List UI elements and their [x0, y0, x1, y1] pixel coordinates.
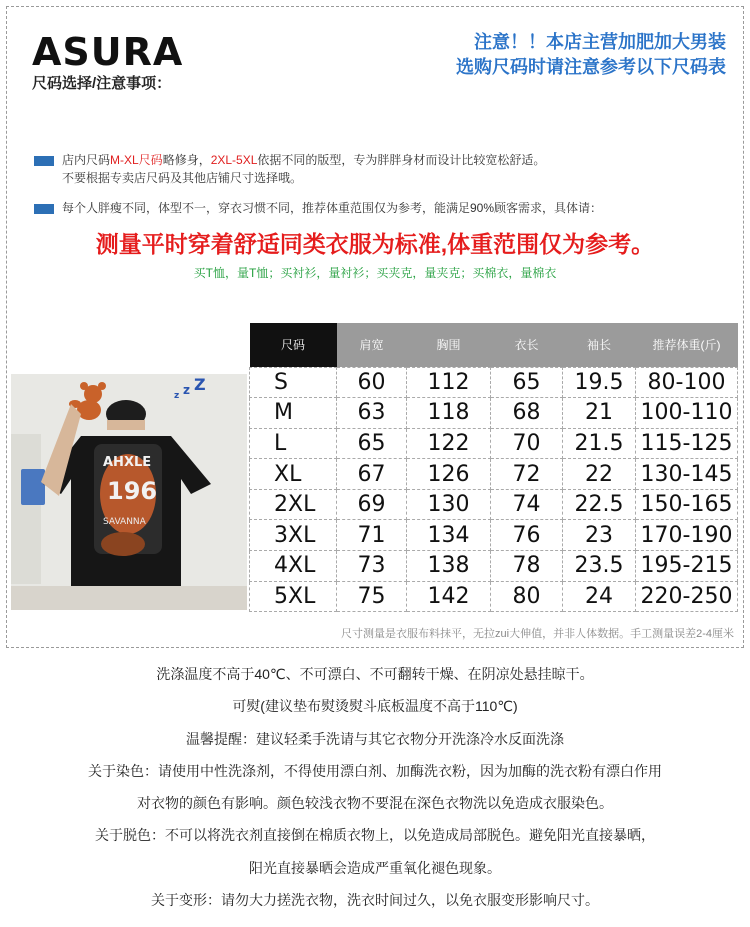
table-cell: 21.5 [563, 428, 636, 459]
table-cell: 142 [407, 581, 491, 612]
measurement-footnote: 尺寸测量是衣服布料抹平，无拉zui大伸值，并非人体数据。手工测量误差2-4厘米 [341, 628, 734, 640]
care-line: 关于脱色：不可以将洗衣剂直接倒在棉质衣物上，以免造成局部脱色。避免阳光直接暴晒， [95, 827, 655, 844]
page-subtitle: 尺码选择/注意事项： [32, 75, 172, 92]
table-cell: 23.5 [563, 551, 636, 582]
table-cell: 70 [491, 428, 563, 459]
size-chart-table [249, 323, 738, 612]
column-header: 推荐体重(斤) [636, 323, 738, 367]
note-text: 每个人胖瘦不同，体型不一，穿衣习惯不同，推荐体重范围仅为参考，能满足90%顾客需求，具体请： [62, 201, 603, 215]
measure-advice: 测量平时穿着舒适同类衣服为标准,体重范围仅为参考。 [95, 231, 655, 257]
note-highlight: 2XL-5XL [210, 153, 258, 167]
table-cell: 4XL [250, 551, 337, 582]
table-row [250, 459, 738, 490]
table-cell: 74 [491, 489, 563, 520]
care-line: 对衣物的颜色有影响。颜色较浅衣物不要混在深色衣物洗以免造成衣服染色。 [137, 795, 613, 812]
table-cell: 24 [563, 581, 636, 612]
svg-text:SAVANNA: SAVANNA [103, 517, 146, 527]
svg-text:AHXLE: AHXLE [103, 455, 152, 470]
notice-line-1: 注意！！本店主营加肥加大男装 [474, 32, 726, 52]
table-cell: 220-250 [636, 581, 738, 612]
table-cell: 69 [337, 489, 407, 520]
svg-text:Z: Z [194, 375, 206, 394]
table-cell: 118 [407, 398, 491, 429]
column-header: 尺码 [250, 323, 337, 367]
note-text: 依据不同的版型，专为胖胖身材而设计比较宽松舒适。 [257, 153, 546, 167]
table-cell: 115-125 [636, 428, 738, 459]
table-cell: 80 [491, 581, 563, 612]
table-cell: 73 [337, 551, 407, 582]
table-cell: 126 [407, 459, 491, 490]
model-photo [11, 374, 247, 610]
table-row [250, 520, 738, 551]
svg-text:z: z [174, 391, 180, 401]
table-cell: 138 [407, 551, 491, 582]
note-text: 店内尺码 [62, 153, 111, 167]
table-cell: 21 [563, 398, 636, 429]
table-row [250, 551, 738, 582]
care-line: 关于变形：请勿大力搓洗衣物，洗衣时间过久，以免衣服变形影响尺寸。 [151, 892, 599, 909]
table-cell: 22.5 [563, 489, 636, 520]
table-cell: 60 [337, 367, 407, 398]
table-cell: 3XL [250, 520, 337, 551]
bullet-square-icon [34, 156, 54, 166]
column-header: 衣长 [491, 323, 563, 367]
table-cell: 78 [491, 551, 563, 582]
care-line: 温馨提醒：建议轻柔手洗请与其它衣物分开洗涤冷水反面洗涤 [186, 730, 564, 747]
brand-logo: ASURA [32, 30, 184, 74]
size-note-1-line-2: 不要根据专卖店尺码及其他店铺尺寸选择哦。 [62, 171, 303, 185]
table-row [250, 398, 738, 429]
table-cell: 63 [337, 398, 407, 429]
table-row [250, 581, 738, 612]
table-cell: XL [250, 459, 337, 490]
table-cell: 65 [491, 367, 563, 398]
notice-line-2: 选购尺码时请注意参考以下尺码表 [456, 57, 726, 77]
table-cell: 134 [407, 520, 491, 551]
table-cell: 100-110 [636, 398, 738, 429]
table-cell: 76 [491, 520, 563, 551]
bullet-square-icon [34, 204, 54, 214]
table-cell: L [250, 428, 337, 459]
table-cell: 71 [337, 520, 407, 551]
table-cell: 5XL [250, 581, 337, 612]
table-cell: 80-100 [636, 367, 738, 398]
size-note-2 [34, 200, 602, 217]
care-line: 阳光直接暴晒会造成严重氧化褪色现象。 [249, 859, 501, 876]
column-header: 肩宽 [337, 323, 407, 367]
note-text: 略修身， [162, 153, 211, 167]
table-cell: 65 [337, 428, 407, 459]
table-cell: 23 [563, 520, 636, 551]
care-line: 可熨(建议垫布熨烫熨斗底板温度不高于110℃) [232, 698, 518, 715]
table-cell: 75 [337, 581, 407, 612]
table-cell: 22 [563, 459, 636, 490]
table-cell: 72 [491, 459, 563, 490]
table-cell: 68 [491, 398, 563, 429]
table-header-row [250, 323, 738, 367]
care-instructions [0, 664, 750, 922]
table-cell: S [250, 367, 337, 398]
table-cell: 19.5 [563, 367, 636, 398]
table-cell: 67 [337, 459, 407, 490]
table-cell: 130-145 [636, 459, 738, 490]
table-cell: 150-165 [636, 489, 738, 520]
table-cell: M [250, 398, 337, 429]
care-line: 洗涤温度不高于40℃、不可漂白、不可翻转干燥、在阴凉处悬挂晾干。 [156, 666, 594, 682]
table-cell: 2XL [250, 489, 337, 520]
note-highlight: M-XL尺码 [110, 153, 163, 167]
care-line: 关于染色：请使用中性洗涤剂，不得使用漂白剂、加酶洗衣粉，因为加酶的洗衣粉有漂白作用 [88, 762, 662, 779]
table-cell: 195-215 [636, 551, 738, 582]
table-row [250, 489, 738, 520]
column-header: 胸围 [407, 323, 491, 367]
table-row [250, 367, 738, 398]
table-cell: 122 [407, 428, 491, 459]
measure-examples: 买T恤，量T恤；买衬衫，量衬衫；买夹克，量夹克；买棉衣，量棉衣 [193, 266, 557, 280]
svg-text:196: 196 [107, 477, 158, 505]
shop-notice [456, 30, 726, 80]
table-row [250, 428, 738, 459]
table-cell: 170-190 [636, 520, 738, 551]
svg-text:z: z [183, 383, 190, 397]
size-note-1 [34, 152, 545, 169]
table-cell: 130 [407, 489, 491, 520]
table-cell: 112 [407, 367, 491, 398]
column-header: 袖长 [563, 323, 636, 367]
